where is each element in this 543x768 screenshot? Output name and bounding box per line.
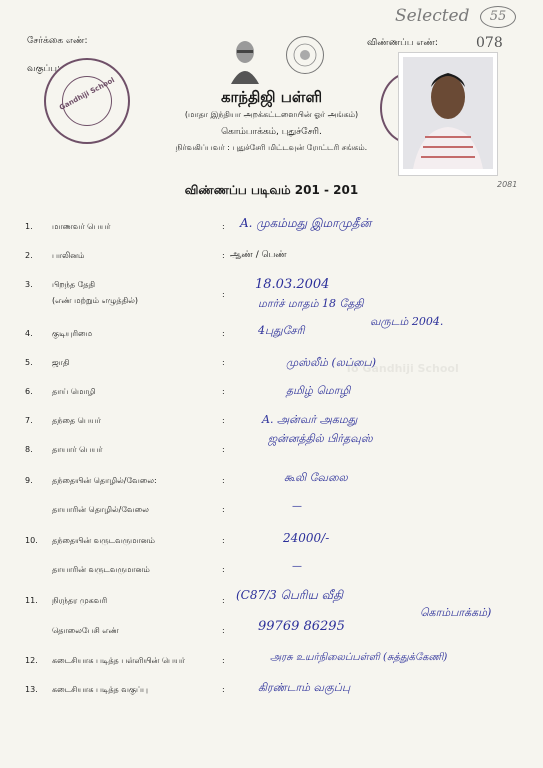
photo-note: 2081 bbox=[497, 180, 518, 189]
field-6-number: 6. bbox=[25, 387, 33, 396]
field-phone-label: தொலைபேசி எண் bbox=[52, 626, 119, 635]
field-4-number: 4. bbox=[25, 329, 33, 338]
field-8-colon: : bbox=[222, 445, 225, 454]
field-11-number: 11. bbox=[25, 596, 38, 605]
field-phone-colon: : bbox=[222, 626, 225, 635]
school-trustee: நிர்வகிப்பவர் : புதுச்சேரி மிட்டவுன் ரோட்டரி சங்கம். bbox=[175, 143, 368, 152]
field-10b-colon: : bbox=[222, 565, 225, 574]
photo-background bbox=[403, 57, 493, 169]
application-no-label: விண்ணப்ப எண்: bbox=[367, 38, 438, 48]
field-6-colon: : bbox=[222, 387, 225, 396]
field-6-label: தாய் மொழி bbox=[52, 387, 96, 396]
field-10b-label: தாயாரின் வருடவருமானம் bbox=[52, 565, 150, 574]
field-4-label: குடியுரிமை bbox=[52, 329, 93, 338]
field-9-value: கூலி வேலை bbox=[284, 471, 348, 484]
field-10-value: 24000/- bbox=[283, 531, 330, 545]
field-2-label: பாலினம் bbox=[52, 251, 85, 260]
seal-text: Gandhiji School bbox=[58, 76, 116, 112]
school-emblem-logo bbox=[286, 36, 324, 74]
field-5-value: முஸ்லீம் (லப்பை) bbox=[286, 356, 377, 369]
field-11-label: நிரந்தர முகவரி bbox=[52, 596, 108, 605]
field-1-value: A. முகம்மது இமாமுதீன் bbox=[240, 216, 372, 230]
field-9b-value: — bbox=[292, 501, 302, 512]
selected-number-circle: 55 bbox=[480, 6, 516, 28]
field-11-colon: : bbox=[222, 596, 225, 605]
field-7-colon: : bbox=[222, 416, 225, 425]
field-7-label: தந்தை பெயர் bbox=[52, 416, 101, 425]
field-8-value: ஜன்னத்தில் பிர்தவுஸ் bbox=[268, 432, 373, 445]
field-9-number: 9. bbox=[25, 476, 33, 485]
field-phone-value: 99769 86295 bbox=[258, 619, 345, 634]
field-3-label: பிறந்த தேதி bbox=[52, 280, 96, 289]
field-3-sublabel: (எண் மற்றும் எழுத்தில்) bbox=[52, 296, 138, 305]
field-9-colon: : bbox=[222, 476, 225, 485]
field-13-colon: : bbox=[222, 685, 225, 694]
field-13-label: கடைசியாக படித்த வகுப்பு bbox=[52, 685, 148, 694]
field-4-value: 4புதுசேரி bbox=[258, 324, 305, 337]
student-photo bbox=[398, 52, 498, 176]
field-3-value: 18.03.2004 bbox=[255, 277, 330, 292]
field-6-value: தமிழ் மொழி bbox=[286, 384, 351, 397]
gandhi-portrait-icon bbox=[228, 38, 262, 84]
field-8-label: தாயார் பெயர் bbox=[52, 445, 103, 454]
field-2-number: 2. bbox=[25, 251, 33, 260]
field-11-value-line2: கொம்பாக்கம்) bbox=[420, 606, 492, 619]
field-12-number: 12. bbox=[25, 656, 38, 665]
field-8-number: 8. bbox=[25, 445, 33, 454]
field-2-value: ஆண் / பெண் bbox=[230, 250, 287, 260]
field-10-label: தந்தையின் வருடவருமானம் bbox=[52, 536, 155, 545]
field-12-colon: : bbox=[222, 656, 225, 665]
field-4-colon: : bbox=[222, 329, 225, 338]
field-13-value: கிரண்டாம் வகுப்பு bbox=[258, 681, 351, 694]
class-label: வகுப்பு: bbox=[27, 64, 60, 74]
school-name: காந்திஜி பள்ளி bbox=[220, 88, 323, 106]
field-7-value: A. அன்வர் அகமது bbox=[262, 413, 358, 426]
field-3-value-words: மார்ச் மாதம் 18 தேதி bbox=[258, 297, 364, 310]
field-7-number: 7. bbox=[25, 416, 33, 425]
field-3-number: 3. bbox=[25, 280, 33, 289]
admission-no-label: சேர்க்கை எண்: bbox=[27, 36, 88, 46]
field-12-label: கடைசியாக படித்த பள்ளியின் பெயர் bbox=[52, 656, 186, 665]
field-5-number: 5. bbox=[25, 358, 33, 367]
field-9-label: தந்தையின் தொழில்/வேலை: bbox=[52, 476, 157, 485]
field-5-label: ஜாதி bbox=[52, 358, 70, 367]
selected-annotation: Selected bbox=[395, 6, 470, 26]
field-1-number: 1. bbox=[25, 222, 33, 231]
field-1-colon: : bbox=[222, 222, 225, 231]
field-9b-label: தாயாரின் தொழில்/வேலை bbox=[52, 505, 149, 514]
field-12-value: அரசு உயர்நிலைப்பள்ளி (சுத்துக்கேணி) bbox=[270, 652, 448, 663]
field-3-value-year: வருடம் 2004. bbox=[370, 315, 444, 328]
field-3-colon: : bbox=[222, 290, 225, 299]
school-affiliation: (மாதா இந்தியா அறக்கட்டளையின் ஓர் அங்கம்) bbox=[184, 110, 359, 119]
field-1-label: மாணவர் பெயர் bbox=[52, 222, 111, 231]
school-address: கொம்பாக்கம், புதுச்சேரி. bbox=[221, 127, 322, 137]
field-5-colon: : bbox=[222, 358, 225, 367]
bleed-through-text: To Gandhiji School bbox=[345, 362, 459, 375]
field-11-value: (C87/3 பெரிய வீதி bbox=[236, 588, 343, 602]
field-9b-colon: : bbox=[222, 505, 225, 514]
application-no-value: 078 bbox=[476, 35, 503, 51]
field-13-number: 13. bbox=[25, 685, 38, 694]
field-10-number: 10. bbox=[25, 536, 38, 545]
field-2-colon: : bbox=[222, 251, 225, 260]
field-10b-value: — bbox=[292, 561, 302, 572]
form-title: விண்ணப்ப படிவம் 201 - 201 bbox=[184, 183, 359, 197]
field-10-colon: : bbox=[222, 536, 225, 545]
